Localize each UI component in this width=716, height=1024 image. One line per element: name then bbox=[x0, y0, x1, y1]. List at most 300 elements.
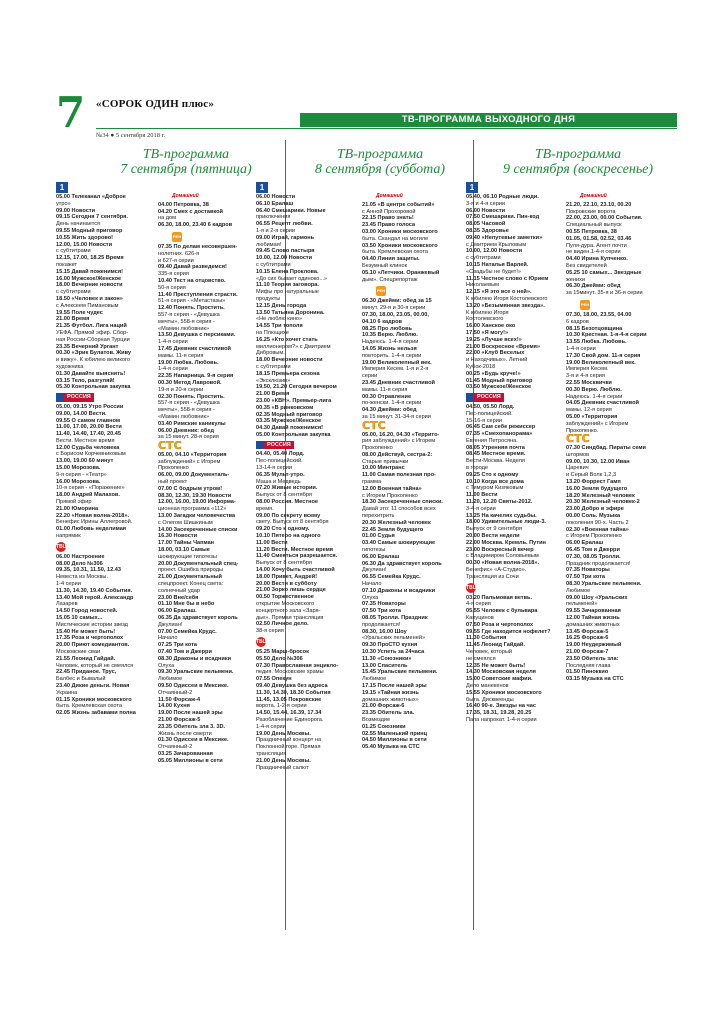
program-line: Вести-Москва. Неделя bbox=[466, 458, 525, 465]
program-line: Разоблачение Единорога. bbox=[256, 716, 324, 723]
program-line: 557-я серия - «Девушка bbox=[158, 400, 220, 407]
program-line: 05.05 Миллионы в сети bbox=[158, 757, 223, 764]
program-line: День начинается bbox=[56, 221, 101, 228]
program-line: 06.00 Новости bbox=[256, 194, 296, 200]
program-line: 11.10 Теория заговора. bbox=[256, 282, 319, 289]
program-line: 20.30 Железный человек bbox=[362, 519, 431, 526]
channel-logo-row bbox=[362, 190, 470, 202]
program-line: 05.40, 06.10 Родные люди. bbox=[466, 194, 539, 200]
program-line: 06.45 Том и Джерри bbox=[566, 547, 620, 554]
program-line: 15.15 Давай поженимся! bbox=[56, 268, 123, 275]
program-line: 12.00 Судьба человека bbox=[56, 444, 120, 451]
program-line: Отчаянный-2 bbox=[158, 744, 193, 751]
program-line: 18.50 «Человек и закон» bbox=[56, 295, 123, 302]
program-line: «Мамин любовник» bbox=[158, 325, 210, 332]
program-line: 12.40 Понять. Простить. bbox=[158, 305, 225, 312]
program-line: 23.35 Обитель зла. bbox=[362, 710, 415, 717]
program-line: 22.20 «Новая волна-2018». bbox=[56, 512, 130, 519]
channel-logo-row bbox=[362, 283, 470, 298]
program-line: 11.45 Леонид Гайдай. bbox=[466, 642, 525, 649]
program-line: 1-4-я серии bbox=[158, 339, 188, 346]
channel-ren-logo: РЕН bbox=[580, 300, 590, 310]
program-line: 07.30, 18.00, 23.55, 04.00 bbox=[566, 311, 632, 318]
program-line: Прокопенко bbox=[158, 465, 189, 472]
program-line: 50-я серия bbox=[158, 284, 186, 291]
program-line: 09.00 Шоу «Уральских bbox=[566, 594, 628, 601]
program-line: 11.45, 13.05 Покровские bbox=[256, 696, 322, 703]
channel-logo-row bbox=[56, 180, 148, 194]
program-line: заблуждений» с Игорем bbox=[158, 458, 221, 465]
program-line: 23.45 Дневник счастливой bbox=[362, 379, 435, 386]
program-line: 05.00 Контрольная закупка bbox=[256, 431, 331, 438]
program-line: 03.20 Пальмовая ветвь. bbox=[466, 594, 533, 601]
program-line: быта. Дисквеенды bbox=[466, 696, 514, 703]
program-line: 06.10 Ералаш bbox=[256, 200, 294, 207]
program-line: 13.50 Девушка с персиками. bbox=[158, 332, 236, 339]
program-line: покажет bbox=[56, 261, 78, 268]
program-line: 20.30 Железный человек-2 bbox=[566, 499, 640, 506]
section-bar bbox=[300, 113, 677, 127]
program-line: 12.00, 15.00 Новости bbox=[56, 241, 113, 248]
program-line: мамы. 12-я серия bbox=[566, 407, 612, 414]
program-line: Бенефис» «А-Студио». bbox=[466, 567, 527, 574]
program-line: 23.00 Воскресный вечер bbox=[466, 546, 534, 553]
program-line: 17.30 Свой дом. 11-я серия bbox=[566, 352, 641, 359]
program-line: 02.30 «Военная тайна» bbox=[566, 526, 629, 533]
program-line: 11.30, 14.30, 19.40 События. bbox=[56, 587, 133, 594]
program-line: 11.15 Честное слово с Юрием bbox=[466, 275, 549, 282]
program-line: женихи bbox=[566, 276, 585, 283]
program-line: 14.00 Засекреченные списки bbox=[158, 526, 238, 533]
program-line: 21.00 Форсаж-6 bbox=[362, 703, 405, 710]
program-line: 06.30 Джейми: обед bbox=[566, 283, 621, 290]
program-line: 04.40 Ирина Купченко. bbox=[566, 256, 628, 263]
program-line: 10.15 Елена Проклова. bbox=[256, 268, 319, 275]
program-line: Мифы про натуральные bbox=[256, 289, 319, 296]
program-line: 06.00 Ералаш bbox=[566, 540, 604, 547]
program-line: приключения bbox=[256, 214, 291, 221]
program-line: «Эксклюзив» bbox=[256, 377, 291, 384]
program-line: рия заблуждений» с Игорем bbox=[362, 438, 436, 445]
program-line: 13.25 На качелях судьбы. bbox=[466, 512, 537, 519]
channel-logo-row bbox=[256, 180, 356, 194]
program-line: 1-я и 2-я серии bbox=[256, 227, 296, 234]
program-line: с субтитрами bbox=[256, 261, 291, 268]
program-line: 16.25 Форсаж-6 bbox=[566, 635, 609, 642]
program-line: 09.55 О самом главном bbox=[56, 417, 121, 424]
program-line: 11.40, 14.40, 17.40, 20.45 bbox=[56, 431, 122, 438]
program-line: 18.00, 03.10 Самые bbox=[158, 547, 210, 554]
program-line: 05.00, 16.20, 04.30 «Террито- bbox=[362, 431, 440, 438]
program-line: Выпуск от 8 сентября bbox=[256, 560, 312, 567]
program-line: Евгения Петросяна. bbox=[466, 437, 518, 444]
program-line: 06.55 Семейка Крудс. bbox=[362, 574, 421, 581]
program-line: 3-4-я серии bbox=[466, 505, 496, 512]
program-line: 09.30 ПроСТО кухня bbox=[362, 642, 418, 649]
program-line: 11.30, 14.30, 18.30 События bbox=[256, 689, 331, 696]
channel-tvc-logo: ТВЦ bbox=[466, 584, 477, 591]
program-line: с Дмитрием Крыловым bbox=[466, 241, 527, 248]
channel-domashniy-logo: Домашний bbox=[376, 193, 403, 199]
program-line: 02.55 Маленький принц bbox=[362, 730, 428, 737]
program-line: нолетних. 626-я bbox=[158, 250, 200, 257]
program-line: с Олегом Шишкиным bbox=[158, 519, 213, 526]
program-line: Человек, который bbox=[466, 649, 513, 655]
program-line: 16.00 Мужское/Женское bbox=[56, 275, 122, 282]
program-line: 09.40 Давай разведемся! bbox=[158, 264, 227, 271]
program-line: 17.50 «Я могу!» bbox=[466, 329, 509, 336]
program-line: с Игорем Прокопенко bbox=[566, 533, 622, 540]
program-line: 07.00 Семейка Крудс. bbox=[158, 628, 217, 635]
program-line: 07.50 Роза и чертополох bbox=[466, 621, 534, 628]
program-line: 01.50 Пиноккио bbox=[566, 669, 609, 676]
program-line: художника bbox=[56, 363, 84, 370]
channel-tvc-logo: ТВЦ bbox=[56, 543, 67, 550]
program-line: «Уральских пельменей» bbox=[362, 635, 426, 642]
column-subtitle: 9 сентября (воскресенье) bbox=[502, 162, 654, 177]
program-line: 09.25 Сто к одному bbox=[466, 471, 519, 478]
program-line: Любимое bbox=[566, 587, 591, 594]
program-line: 16.00 Морозова. bbox=[56, 478, 101, 485]
schedule-saturday-right bbox=[362, 190, 470, 930]
program-line: 19.00 После нашей эры bbox=[158, 710, 223, 717]
program-line: 10.40 Тест на отцовство. bbox=[158, 277, 226, 284]
program-line: 09.15 Сегодня 7 сентября. bbox=[56, 214, 128, 221]
channel-domashniy-logo: Домашний bbox=[580, 193, 607, 199]
program-line: 21.00 Время bbox=[256, 391, 290, 398]
program-line: Отчаянный-2 bbox=[158, 689, 193, 696]
program-line: 04.20 Смех с доставкой bbox=[158, 208, 223, 215]
program-line: 16.40 90-е. Звезды на час bbox=[466, 703, 537, 710]
program-line: 06.45 Сам себе режиссер bbox=[466, 424, 536, 431]
program-line: Джулиан! bbox=[158, 621, 183, 628]
program-line: Прямой эфир bbox=[56, 499, 92, 506]
program-line: 335-я серия bbox=[158, 271, 189, 278]
program-line: 15.40 Не может быть! bbox=[56, 628, 116, 635]
program-line: 11.00 Вести bbox=[466, 492, 498, 499]
program-line: 557-я серия - «Девушка bbox=[158, 311, 220, 318]
column-title: ТВ-программа bbox=[534, 147, 622, 162]
program-line: Любимое bbox=[158, 676, 183, 683]
program-line: 09.20 Сто к одному. bbox=[256, 526, 310, 533]
program-line: миллионером?» с Дмитрием bbox=[256, 343, 331, 350]
column-title: ТВ-программа bbox=[336, 147, 424, 162]
program-line: Жизнь после смерти bbox=[158, 730, 212, 737]
program-line: мечты», 558-я серия - bbox=[158, 318, 215, 325]
channel-one-logo: 1 bbox=[56, 182, 68, 193]
program-line: 13.00, 19.00 60 минут bbox=[56, 458, 114, 465]
program-line: Выпуск от 9 сентября bbox=[466, 526, 522, 533]
program-line: с Игорем Прокопенко bbox=[362, 492, 418, 499]
program-line: Специальный выпуск bbox=[566, 222, 622, 229]
program-line: домашних животных» bbox=[362, 696, 419, 703]
program-line: Трансляция из Сочи bbox=[466, 573, 519, 580]
program-line: 07.55 Опекун bbox=[256, 676, 292, 683]
program-line: 21.55 Леонид Гайдай. bbox=[56, 655, 116, 662]
program-line: 07.25 Три кота bbox=[158, 642, 198, 649]
program-line: 13.45 Форсаж-5 bbox=[566, 628, 609, 635]
program-line: Человек, который не смеялся bbox=[56, 662, 134, 669]
program-line: за 15 минут. 31-34-я серии bbox=[362, 413, 431, 420]
channel-tvc-logo: ТВЦ bbox=[256, 639, 267, 645]
program-line: Выпуск от 8 сентября bbox=[256, 492, 312, 499]
program-line: Праздничный концерт на bbox=[256, 737, 322, 744]
column-subtitle: 8 сентября (суббота) bbox=[314, 162, 446, 177]
program-line: 18.00 Вечерние новости bbox=[256, 357, 323, 364]
program-line: 09.00 Играй, гармонь bbox=[256, 234, 315, 241]
channel-ctc-logo: СТС bbox=[158, 441, 182, 452]
program-line: 6 кадров bbox=[566, 318, 589, 325]
program-line: Дибровым. bbox=[256, 350, 285, 357]
program-line: спецпроект. Конец света: bbox=[158, 581, 224, 588]
program-line: 01.30 Одиссеи в Мексике. bbox=[158, 737, 229, 744]
program-line: с Анной Прохоровой bbox=[362, 208, 416, 215]
program-line: солнечный удар bbox=[158, 587, 200, 594]
program-line: Старые привычки bbox=[362, 458, 409, 465]
program-line: 16.00 Ханское око bbox=[466, 323, 516, 330]
schedule-sunday-left bbox=[466, 180, 566, 920]
program-line: 13.00 Загадки человечества bbox=[158, 513, 236, 520]
program-line: дье». Прямая трансляция bbox=[256, 614, 324, 621]
program-line: ная России-Сборная Турции bbox=[56, 336, 130, 343]
program-line: Давай это: 11 способов всех bbox=[362, 506, 436, 513]
program-line: 09.55 Зачарованная bbox=[566, 608, 621, 615]
program-line: Пес-полицейский. bbox=[466, 410, 513, 417]
program-line: 23.35 Обитель зла 3. 3D. bbox=[158, 723, 226, 730]
program-line: 14.05 Жизнь нельзя bbox=[362, 345, 417, 352]
program-line: трансляция bbox=[256, 750, 287, 757]
program-line: 13.00 Спаситель bbox=[362, 662, 408, 669]
program-line: 3-я и 4-я серия bbox=[566, 373, 605, 380]
program-line: 05.00, 09.15 Утро России bbox=[56, 403, 124, 410]
program-line: 04.40, 05.40 Лорд. bbox=[256, 451, 305, 458]
program-line: 01.30 Давайте выяснять! bbox=[56, 370, 126, 377]
program-line: 09.35, 10.31, 11.50, 12.43 bbox=[56, 567, 122, 574]
program-line: 15.00 Советские мафии. bbox=[466, 676, 533, 683]
program-line: 01.45 Модный приговор bbox=[466, 377, 533, 384]
program-line: 21.00 Время bbox=[56, 316, 90, 323]
program-line: домашних животных bbox=[566, 621, 620, 628]
program-line: 06.00 Ералаш bbox=[362, 553, 400, 560]
program-line: и вижу». К юбилею великого bbox=[56, 357, 130, 364]
program-line: 22.00 «Клуб Веселых bbox=[466, 350, 525, 357]
program-line: 15-16-я серии bbox=[466, 417, 503, 424]
program-line: 08.05 Часовой bbox=[466, 221, 506, 228]
issue-info: №34 ● 5 сентября 2018 г. bbox=[96, 132, 166, 139]
program-line: 21.00 Воскресное «Время» bbox=[466, 343, 540, 350]
program-line: 10.10 Когда все дома bbox=[466, 478, 524, 485]
program-line: 07.50 Три кота bbox=[566, 574, 606, 581]
program-line: поколения 90-х. Часть 2 bbox=[566, 519, 629, 526]
program-line: Балбес и Бывалый bbox=[56, 676, 106, 683]
program-line: 05.25 10 самых... Звездные bbox=[566, 269, 642, 276]
program-line: 05.00, 04.10 «Территория bbox=[158, 451, 227, 458]
program-line: Лазарев bbox=[56, 601, 78, 608]
program-line: 08.25 Про любовь bbox=[362, 325, 412, 332]
program-line: 1-4 серии bbox=[56, 581, 81, 588]
channel-logo-row bbox=[566, 434, 674, 445]
program-line: 11.30 События bbox=[466, 635, 507, 642]
program-line: концертного зала «Заря- bbox=[256, 607, 321, 614]
program-line: 17.00 Тайны Чапман bbox=[158, 540, 215, 547]
program-line: 19-я и 20-я серии bbox=[158, 386, 204, 393]
program-line: 09.55 Где находится нофелет? bbox=[466, 628, 551, 635]
program-line: 20.00 Документальный спец- bbox=[158, 560, 239, 567]
program-line: Олуха bbox=[158, 662, 175, 669]
program-line: 20.00 Вести недели bbox=[466, 533, 520, 540]
program-line: 12.00 Военная тайна» bbox=[362, 485, 422, 492]
program-line: 1-4-я серии bbox=[566, 345, 596, 352]
program-line: гипотезы bbox=[362, 547, 386, 554]
program-line: 07.30 Синдбад. Пираты семи bbox=[566, 445, 646, 452]
program-line: 14.55 Три тополя bbox=[256, 323, 303, 330]
program-line: 00.50 Торжественное bbox=[256, 594, 314, 601]
program-line: 09.40 «Непутевые заметки» bbox=[466, 234, 543, 241]
program-line: Любимое bbox=[362, 676, 387, 683]
program-line: 07.30 Православная энцикло- bbox=[256, 662, 339, 669]
program-line: 05.40 Музыка на СТС bbox=[362, 744, 420, 751]
program-line: 06.40 Смешарики. Новые bbox=[256, 207, 326, 214]
program-line: 03.35 Мужское/Женское bbox=[256, 418, 322, 425]
program-line: ный проект bbox=[158, 479, 188, 486]
program-line: заблуждений» с Игорем bbox=[566, 420, 629, 427]
program-line: 05.00 Телеканал «Доброе bbox=[56, 194, 126, 200]
program-line: Пес-полицейский. bbox=[256, 458, 303, 465]
program-line: 07.40 Том и Джерри bbox=[158, 649, 212, 655]
program-line: Начало bbox=[158, 635, 178, 642]
program-line: 15.00 Морозова. bbox=[56, 465, 101, 472]
program-line: 18.15 Премьера сезона bbox=[256, 370, 320, 377]
program-line: быта. Кремлевская охота bbox=[362, 249, 428, 256]
program-line: 00.00 Соль. Музыка bbox=[566, 513, 621, 520]
program-line: 10.00, 12.00 Новости bbox=[466, 248, 523, 255]
channel-russia-logo: РОССИЯ bbox=[256, 441, 294, 450]
program-line: 16.30 Новости bbox=[158, 533, 198, 540]
channel-ren-logo: РЕН bbox=[376, 286, 386, 296]
program-line: утро» bbox=[56, 200, 71, 207]
program-line: 21.00 Документальный bbox=[158, 574, 222, 581]
program-line: 07.35 «Смехопанорама» bbox=[466, 431, 533, 438]
program-line: пельменей» bbox=[566, 601, 598, 608]
program-line: 23.35 Вечерний Ургант bbox=[56, 343, 119, 350]
section-title: ТВ-ПРОГРАММА ВЫХОДНОГО ДНЯ bbox=[401, 114, 576, 125]
program-line: 23.00 «КВН». Премьер-лига bbox=[256, 397, 332, 404]
program-line: 14.50, 15.44, 16.39, 17.34 bbox=[256, 710, 322, 717]
program-line: 06.30 Джейми: обед за 15 bbox=[362, 298, 432, 305]
program-line: Начало bbox=[362, 581, 382, 588]
program-line: 21.00 Форсаж-5 bbox=[158, 716, 201, 723]
program-line: 21.00 Зорко лишь сердце bbox=[256, 587, 326, 594]
program-line: с субтитрами bbox=[256, 363, 291, 370]
program-line: 14.30 Московская неделя bbox=[466, 669, 536, 676]
channel-russia-logo: РОССИЯ bbox=[466, 393, 504, 402]
program-line: 02.30 Понять. Простить. bbox=[158, 393, 225, 400]
program-line: 12.00, 16.00, 19.00 Информа- bbox=[158, 499, 236, 506]
program-line: 23.45 Право голоса bbox=[362, 222, 416, 229]
program-line: 02.05 Жизнь забавами полна bbox=[56, 710, 136, 717]
program-line: мамы. 11-я серия bbox=[362, 386, 408, 393]
program-line: 11.30 «Союзники» bbox=[362, 655, 412, 662]
program-line: быта. Кремлевская охота bbox=[56, 703, 122, 710]
program-line: 13.50 Татьяна Доронина. bbox=[256, 309, 325, 316]
program-line: 05.55 Человек с бульвара bbox=[466, 608, 538, 615]
program-line: 11.40 Преступления страсти. bbox=[158, 291, 238, 298]
program-line: 05.10 «Летчики. Оранжевый bbox=[362, 269, 440, 276]
program-line: 06.00 Ералаш. bbox=[158, 608, 197, 615]
program-line: 18.00 Привет, Андрей! bbox=[256, 573, 318, 580]
program-line: 1-4-я серии bbox=[158, 366, 188, 373]
program-line: 10.10 Пятеро на одного bbox=[256, 533, 321, 540]
program-line: 4-я серия bbox=[466, 601, 491, 608]
program-line: 11.50 Форсаж-4 bbox=[158, 696, 201, 703]
program-line: Дело манекенов bbox=[466, 682, 509, 689]
program-line: продукты bbox=[256, 295, 281, 302]
program-line: 04.50, 05.50 Лорд. bbox=[466, 403, 515, 410]
program-line: 04.30 Джейми: обед bbox=[362, 407, 417, 414]
channel-logo-row bbox=[466, 391, 566, 404]
program-line: 18.20 Железный человек bbox=[566, 492, 635, 499]
program-line: 17.35 Роза и чертополох bbox=[56, 635, 124, 642]
program-line: ворота. 1-2-я серии bbox=[256, 703, 307, 710]
program-line: Николаевым bbox=[466, 282, 499, 289]
program-line: Без свидетелей bbox=[566, 262, 607, 269]
program-line: 17.15 После нашей эры bbox=[362, 682, 427, 689]
program-line: Украина bbox=[56, 689, 78, 696]
channel-logo-row bbox=[56, 391, 148, 404]
program-line: 07.30, 18.00, 23.05, 00.00, bbox=[362, 311, 429, 318]
program-line: 18.00 Андрей Малахов. bbox=[56, 492, 120, 499]
program-line: 19.00 Неудержимый bbox=[566, 642, 622, 649]
program-line: продолжается! bbox=[362, 621, 401, 628]
program-line: «До сих бывает одиноко...» bbox=[256, 275, 328, 282]
program-line: 13.40 Мой герой. Александр bbox=[56, 594, 134, 601]
program-line: 17.45 Дневник счастливой bbox=[158, 345, 231, 352]
program-line: 06.30, 18.00, 23.40 6 кадров bbox=[158, 222, 233, 229]
program-line: 19.00 День Москвы. bbox=[256, 730, 311, 737]
program-line: грамма bbox=[362, 479, 382, 486]
program-line: 18.00 Вечерние новости bbox=[56, 282, 123, 289]
program-line: не смеялся bbox=[466, 655, 496, 662]
program-line: Праздник продолжается! bbox=[566, 560, 631, 567]
program-line: 22.45 Приданое. Трус, bbox=[56, 669, 117, 676]
channel-logo-row bbox=[466, 581, 566, 595]
program-line: 51-я серия - «Метастазы» bbox=[158, 298, 226, 305]
program-line: 20.00 Вести в субботу bbox=[256, 580, 317, 587]
program-line: 22.35 Напарница. 9-я серия bbox=[158, 373, 234, 380]
program-line: 03.15 Музыка на СТС bbox=[566, 676, 624, 683]
program-line: дым». Спецрепортаж bbox=[362, 276, 418, 283]
program-line: 3-я и 4-я серии bbox=[466, 200, 506, 207]
program-line: 08.00 Россия. Местное bbox=[256, 499, 318, 506]
program-line: 08.15 Безотцовщина bbox=[566, 325, 623, 332]
program-line: Поклонной горе. Прямая bbox=[256, 744, 321, 751]
program-line: 21.00 Форсаж-7 bbox=[566, 649, 609, 655]
program-line: 09.45 Слово пастыря bbox=[256, 248, 315, 255]
program-line: 03.40 Римские каникулы bbox=[158, 420, 226, 427]
program-line: с Тимуром Кизяковым bbox=[466, 485, 524, 492]
column-title: ТВ-программа bbox=[142, 147, 230, 162]
program-line: штормов bbox=[566, 451, 590, 458]
column-subtitle: 7 сентября (пятница) bbox=[120, 162, 252, 177]
channel-russia-logo: РОССИЯ bbox=[56, 393, 94, 402]
channel-one-logo: 1 bbox=[466, 182, 478, 193]
paper-name: «СОРОК ОДИН плюс» bbox=[96, 98, 215, 110]
program-line: 07.30, 08.05 Тролли. bbox=[566, 553, 621, 560]
program-line: 19.50, 21.20 Сегодня вечером bbox=[256, 384, 337, 391]
program-line: 10.30 Успеть за 24часа bbox=[362, 649, 425, 655]
program-line: «Мамин любовник» bbox=[158, 413, 210, 420]
program-line: и Серый Волк 1,2,3 bbox=[566, 472, 617, 479]
